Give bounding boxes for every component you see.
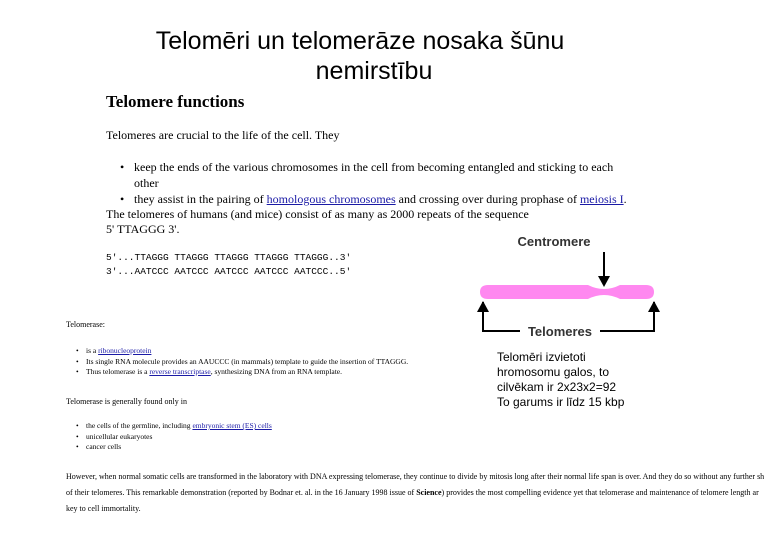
- found-bullet-1: • the cells of the germline, including embryonic stem (ES) cells: [72, 421, 272, 432]
- homologous-chromosomes-link[interactable]: homologous chromosomes: [266, 192, 396, 206]
- sequence-strand-2: 3'...AATCCC AATCCC AATCCC AATCCC AATCCC..5': [106, 266, 352, 277]
- meiosis-link[interactable]: meiosis I: [579, 192, 624, 206]
- ribonucleoprotein-link[interactable]: ribonucleoprotein: [98, 346, 152, 355]
- functions-list: [114, 159, 634, 207]
- chromosome-shape: [480, 285, 654, 299]
- repeats-line-1: The telomeres of humans (and mice) consist of as many as 2000 repeats of the sequence: [106, 207, 529, 221]
- telomere-arrow-right-head: [648, 301, 660, 312]
- chromosome-diagram: [470, 230, 670, 345]
- functions-bullet-1: • keep the ends of the various chromosomes in the cell from becoming entangled and sticking to each other: [114, 159, 634, 191]
- sequence-strand-1: 5'...TTAGGG TTAGGG TTAGGG TTAGGG TTAGGG..3': [106, 252, 352, 263]
- found-bullet-3: • cancer cells: [72, 442, 272, 453]
- reverse-transcriptase-link[interactable]: reverse transcriptase: [149, 367, 211, 376]
- telomerase-bullet-2: • Its single RNA molecule provides an AAUCCC (in mammals) template to guide the insertion of TTAGGG.: [72, 357, 408, 368]
- telomerase-list: [72, 346, 408, 378]
- telomere-note: [497, 350, 697, 410]
- note-line-3: cilvēkam ir 2x23x2=92: [497, 380, 617, 394]
- note-line-1: Telomēri izvietoti: [497, 350, 586, 364]
- paragraph-line-3: key to cell immortality.: [66, 504, 141, 513]
- telomerase-found-list: [72, 421, 272, 453]
- found-bullet-2: • unicellular eukaryotes: [72, 432, 272, 443]
- functions-intro: Telomeres are crucial to the life of the cell. They: [106, 128, 340, 142]
- telomerase-bullet-3: • Thus telomerase is a reverse transcriptase, synthesizing DNA from an RNA template.: [72, 367, 408, 378]
- immortality-paragraph: [66, 472, 764, 514]
- slide-title-line1: Telomēri un telomerāze nosaka šūnu: [155, 27, 565, 55]
- telomeres-label: Telomeres: [527, 324, 593, 339]
- embryonic-stem-cells-link[interactable]: embryonic stem (ES) cells: [192, 421, 272, 430]
- note-line-2: hromosomu galos, to: [497, 365, 610, 379]
- functions-bullet-2: • they assist in the pairing of homologous chromosomes and crossing over during prophase of meiosis I.: [114, 191, 634, 207]
- paragraph-line-1: However, when normal somatic cells are transformed in the laboratory with DNA expressing telomerase, they continue to divide by mitosis long after their normal life span is over. And they do so without any further sh: [66, 472, 764, 481]
- telomerase-heading: Telomerase:: [66, 320, 105, 329]
- centromere-label: Centromere: [517, 234, 591, 249]
- science-journal-name: Science: [416, 488, 442, 497]
- repeats-line-2: 5' TTAGGG 3'.: [106, 222, 180, 236]
- telomere-arrow-left-head: [477, 301, 489, 312]
- telomere-functions-heading: Telomere functions: [106, 92, 245, 111]
- telomerase-found-heading: Telomerase is generally found only in: [66, 397, 187, 406]
- note-line-4: To garums ir līdz 15 kbp: [497, 395, 625, 409]
- slide-title-line2: nemirstību: [315, 57, 433, 85]
- slide-title: [0, 26, 720, 86]
- centromere-arrow-head: [598, 276, 610, 287]
- telomerase-bullet-1: • is a ribonucleoprotein: [72, 346, 408, 357]
- paragraph-line-2: of their telomeres. This remarkable demonstration (reported by Bodnar et. al. in the 16 January 1998 issue of Science) provides the most compelling evidence yet that telomerase and maintenance of telomere length ar: [66, 488, 759, 497]
